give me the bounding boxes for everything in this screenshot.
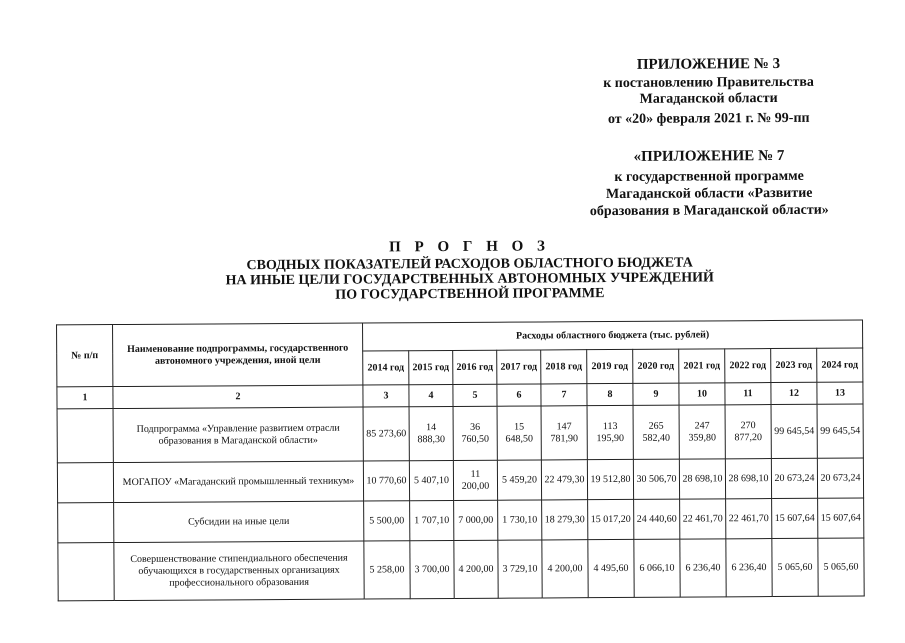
- row-value: 20 673,24: [817, 458, 863, 498]
- column-number: 4: [409, 384, 453, 406]
- column-number: 12: [771, 382, 817, 404]
- row-value: 4 200,00: [454, 540, 498, 598]
- column-number: 1: [57, 387, 113, 409]
- row-name: Подпрограмма «Управление развитием отрасли образования в Магаданской области»: [113, 407, 363, 463]
- row-value: 11 200,00: [453, 460, 497, 500]
- row-value: 15 607,64: [772, 498, 818, 538]
- row-value: 3 700,00: [410, 540, 454, 598]
- row-value: 19 512,80: [587, 459, 633, 499]
- table-row: [58, 538, 864, 601]
- column-number: 2: [113, 385, 363, 409]
- row-value: 247 359,80: [679, 405, 725, 459]
- year-header: 2017 год: [497, 350, 541, 384]
- forecast-title: П Р О Г Н О З: [389, 238, 550, 256]
- row-value: 6 066,10: [634, 539, 680, 597]
- table-row: [57, 458, 863, 503]
- row-value: 7 000,00: [454, 500, 498, 540]
- original-appendix-heading: «ПРИЛОЖЕНИЕ № 7: [633, 147, 785, 165]
- column-number: 11: [725, 383, 771, 405]
- row-value: 36 760,50: [453, 406, 497, 460]
- forecast-line: СВОДНЫХ ПОКАЗАТЕЛЕЙ РАСХОДОВ ОБЛАСТНОГО БЮДЖЕТА: [246, 255, 693, 274]
- year-header: 2023 год: [771, 348, 817, 382]
- appendix-line: Магаданской области: [639, 90, 778, 107]
- row-value: 22 461,70: [726, 499, 772, 539]
- column-number: 8: [587, 383, 633, 405]
- original-appendix-header: [559, 147, 859, 220]
- row-number: [58, 543, 114, 601]
- row-value: 20 673,24: [771, 458, 817, 498]
- row-value: 147 781,90: [541, 406, 587, 460]
- row-name: МОГАПОУ «Магаданский промышленный техникум»: [113, 461, 363, 503]
- row-value: 18 279,30: [542, 500, 588, 540]
- original-appendix-line: Магаданской области «Развитие: [605, 185, 813, 203]
- column-number: 9: [633, 383, 679, 405]
- column-number: 10: [679, 383, 725, 405]
- table-row: [58, 498, 864, 543]
- year-header: 2014 год: [363, 351, 409, 385]
- row-value: 265 582,40: [633, 405, 679, 459]
- header-number: № п/п: [57, 325, 113, 387]
- year-header: 2021 год: [679, 349, 725, 383]
- appendix-header: [558, 56, 858, 129]
- row-name: Субсидии на иные цели: [114, 501, 364, 543]
- row-value: 1 707,10: [410, 500, 454, 540]
- row-value: 6 236,40: [680, 539, 726, 597]
- column-number: 13: [817, 382, 863, 404]
- row-value: 22 461,70: [680, 499, 726, 539]
- header-name: Наименование подпрограммы, государственного автономного учреждения, иной цели: [113, 323, 363, 387]
- row-value: 5 258,00: [364, 541, 410, 599]
- row-value: 28 698,10: [679, 459, 725, 499]
- row-value: 5 500,00: [364, 501, 410, 541]
- expenditure-table: [56, 319, 865, 601]
- appendix-line: от «20» февраля 2021 г. № 99-пп: [607, 110, 810, 128]
- column-number: 5: [453, 384, 497, 406]
- row-value: 113 195,90: [587, 405, 633, 459]
- row-value: 10 770,60: [363, 461, 409, 501]
- row-value: 6 236,40: [726, 539, 772, 597]
- row-number: [58, 503, 114, 543]
- row-value: 5 459,20: [497, 460, 541, 500]
- forecast-line: ПО ГОСУДАРСТВЕННОЙ ПРОГРАММЕ: [335, 286, 605, 303]
- row-value: 15 607,64: [818, 498, 864, 538]
- appendix-line: к постановлению Правительства: [603, 74, 814, 92]
- column-number: 6: [497, 384, 541, 406]
- row-value: 5 065,60: [818, 538, 864, 596]
- row-value: 15 648,50: [497, 406, 541, 460]
- row-value: 4 200,00: [542, 540, 588, 598]
- row-name: Совершенствование стипендиального обеспечения обучающихся в государственных организациях профессионального образования: [114, 541, 364, 601]
- row-value: 28 698,10: [725, 459, 771, 499]
- appendix-heading: ПРИЛОЖЕНИЕ № 3: [636, 55, 781, 73]
- original-appendix-line: образования в Магаданской области»: [589, 202, 829, 220]
- row-value: 99 645,54: [771, 404, 817, 458]
- year-header: 2022 год: [725, 349, 771, 383]
- row-value: 270 877,20: [725, 405, 771, 459]
- row-number: [57, 463, 113, 503]
- year-header: 2015 год: [409, 350, 453, 384]
- row-value: 15 017,20: [588, 499, 634, 539]
- row-value: 4 495,60: [588, 539, 634, 597]
- row-value: 24 440,60: [634, 499, 680, 539]
- row-value: 14 888,30: [409, 406, 453, 460]
- row-value: 3 729,10: [498, 540, 542, 598]
- row-number: [57, 409, 113, 463]
- row-value: 30 506,70: [633, 459, 679, 499]
- year-header: 2019 год: [587, 349, 633, 383]
- row-value: 85 273,60: [363, 407, 409, 461]
- column-number: 3: [363, 385, 409, 407]
- row-value: 99 645,54: [817, 404, 863, 458]
- forecast-line: НА ИНЫЕ ЦЕЛИ ГОСУДАРСТВЕННЫХ АВТОНОМНЫХ УЧРЕЖДЕНИЙ: [225, 270, 714, 289]
- row-value: 5 407,10: [409, 460, 453, 500]
- table-row: [57, 404, 863, 463]
- column-number: 7: [541, 384, 587, 406]
- year-header: 2024 год: [817, 348, 863, 382]
- year-header: 2020 год: [633, 349, 679, 383]
- row-value: 1 730,10: [498, 500, 542, 540]
- header-expenses: Расходы областного бюджета (тыс. рублей): [363, 320, 863, 351]
- original-appendix-line: к государственной программе: [614, 168, 804, 185]
- row-value: 5 065,60: [772, 538, 818, 596]
- year-header: 2018 год: [541, 350, 587, 384]
- year-header: 2016 год: [453, 350, 497, 384]
- row-value: 22 479,30: [541, 460, 587, 500]
- forecast-title-block: [170, 238, 770, 304]
